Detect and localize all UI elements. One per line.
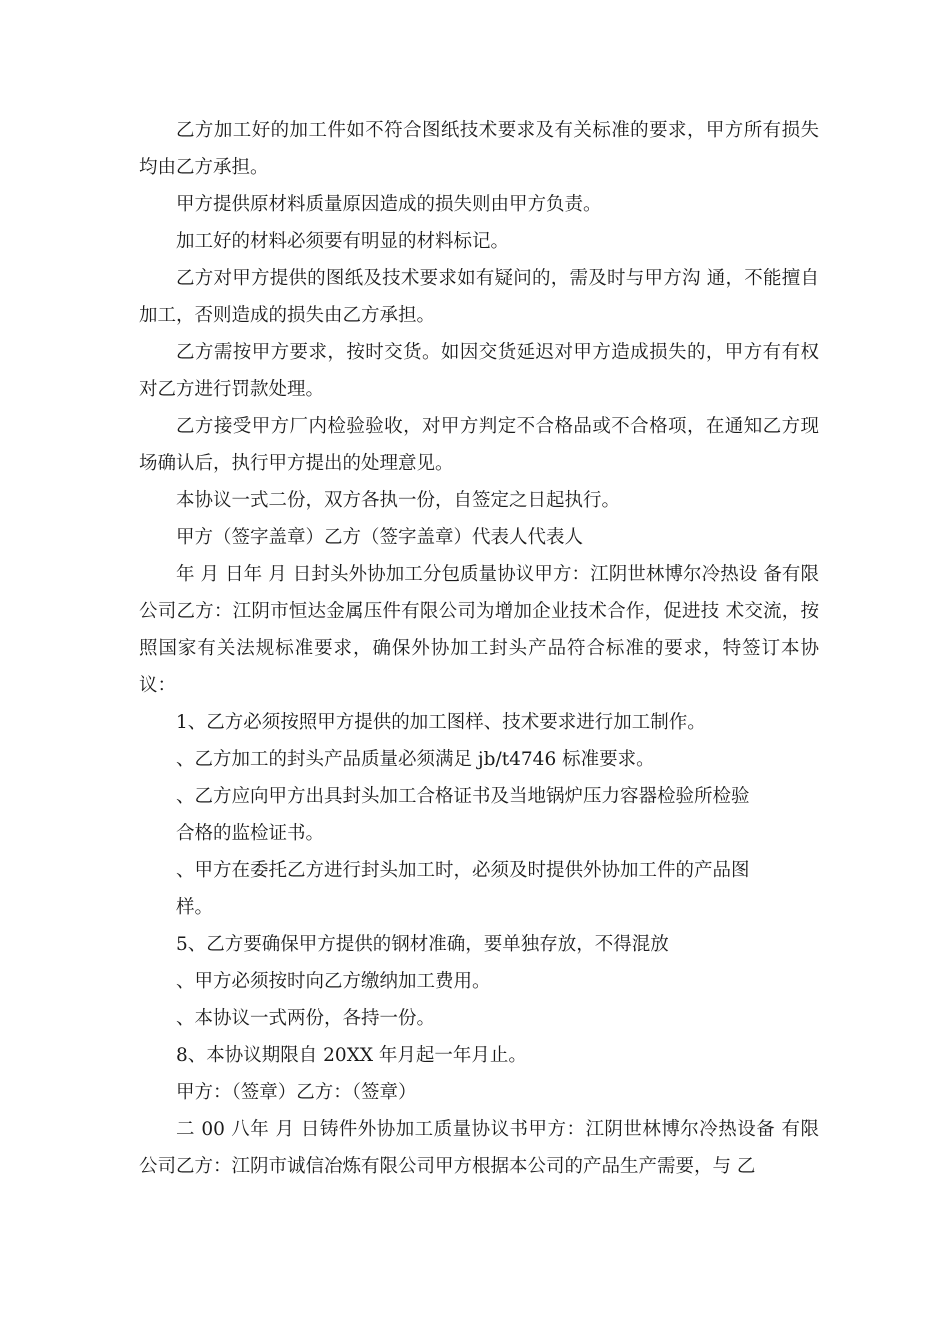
clause-item: 5、乙方要确保甲方提供的钢材准确，要单独存放，不得混放 <box>176 934 669 955</box>
clause-item: 、甲方必须按时向乙方缴纳加工费用。 <box>176 971 491 992</box>
clause-item-continuation: 合格的监检证书。 <box>176 823 325 844</box>
clause-item: 、乙方应向甲方出具封头加工合格证书及当地锅炉压力容器检验所检验 <box>176 786 750 807</box>
clause-item: 1、乙方必须按照甲方提供的加工图样、技术要求进行加工制作。 <box>176 712 706 733</box>
clause-item: 、甲方在委托乙方进行封头加工时，必须及时提供外协加工件的产品图 <box>176 860 750 881</box>
clause-item: 、乙方加工的封头产品质量必须满足 jb/t4746 标准要求。 <box>176 749 655 770</box>
clause-item-continuation: 样。 <box>176 897 214 918</box>
signature-line: 甲方（签字盖章）乙方（签字盖章）代表人代表人 <box>176 527 584 548</box>
paragraph: 加工好的材料必须要有明显的材料标记。 <box>176 231 510 252</box>
signature-line: 甲方：（签章）乙方：（签章） <box>176 1082 417 1103</box>
paragraph: 乙方对甲方提供的图纸及技术要求如有疑问的，需及时与甲方沟 通，不能擅自加工，否则造成的损失由乙方承担。 <box>139 268 819 326</box>
clause-item: 、本协议一式两份，各持一份。 <box>176 1008 436 1029</box>
paragraph: 乙方需按甲方要求，按时交货。如因交货延迟对甲方造成损失的，甲方有有权对乙方进行罚款处理。 <box>139 342 819 400</box>
paragraph: 本协议一式二份，双方各执一份，自签定之日起执行。 <box>176 490 621 511</box>
document-body <box>139 112 819 1185</box>
paragraph: 乙方加工好的加工件如不符合图纸技术要求及有关标准的要求，甲方所有损失均由乙方承担。 <box>139 120 819 178</box>
paragraph: 年 月 日年 月 日封头外协加工分包质量协议甲方：江阴世林博尔冷热设 备有限公司乙方：江阴市恒达金属压件有限公司为增加企业技术合作，促进技 术交流，按照国家有关法规标准要求，确保外协加工封头产品符合标准的要求，特签订本协议： <box>139 564 819 696</box>
paragraph: 乙方接受甲方厂内检验验收，对甲方判定不合格品或不合格项，在通知乙方现场确认后，执行甲方提出的处理意见。 <box>139 416 819 474</box>
paragraph: 甲方提供原材料质量原因造成的损失则由甲方负责。 <box>176 194 602 215</box>
paragraph: 二 00 八年 月 日铸件外协加工质量协议书甲方：江阴世林博尔冷热设备 有限公司乙方：江阴市诚信冶炼有限公司甲方根据本公司的产品生产需要，与 乙 <box>139 1119 819 1177</box>
clause-item: 8、本协议期限自 20XX 年月起一年月止。 <box>176 1045 527 1066</box>
